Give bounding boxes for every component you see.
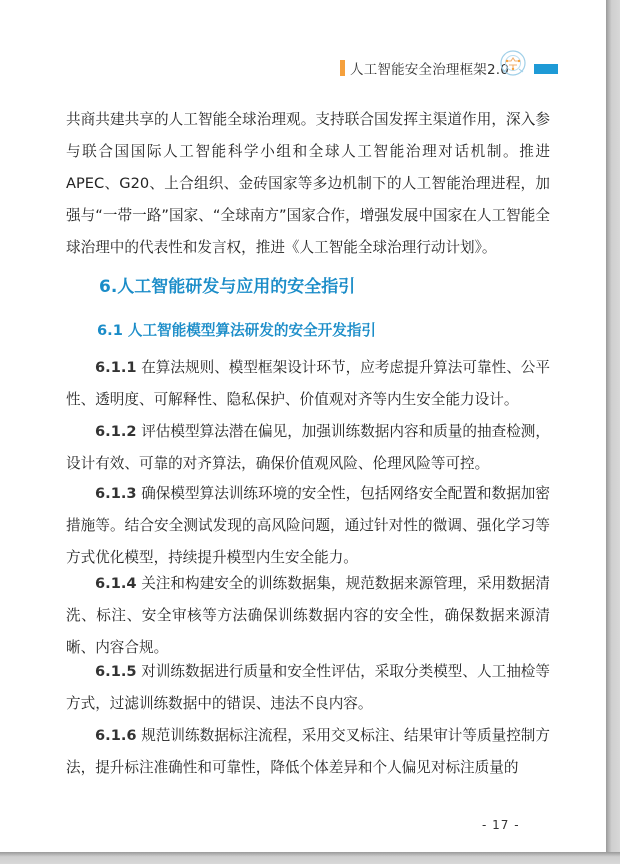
item-text: 对训练数据进行质量和安全性评估，采取分类模型、人工抽检等方式，过滤训练数据中的错误、违法不良内容。 (66, 663, 550, 712)
header-title: 人工智能安全治理框架2.0 (350, 62, 510, 78)
section-heading: 6.人工智能研发与应用的安全指引 (99, 277, 356, 297)
subsection-heading: 6.1 人工智能模型算法研发的安全开发指引 (97, 322, 377, 339)
item-number: 6.1.1 (95, 359, 137, 376)
item-text: 关注和构建安全的训练数据集，规范数据来源管理，采用数据清洗、标注、安全审核等方法确保训练数据内容的安全性，确保数据来源清晰、内容合规。 (66, 575, 550, 656)
ai-brain-icon (497, 48, 529, 80)
guideline-item-6-1-2 (66, 416, 550, 480)
item-number: 6.1.4 (95, 575, 137, 592)
intro-paragraph: 共商共建共享的人工智能全球治理观。支持联合国发挥主渠道作用，深入参与联合国国际人工智能科学小组和全球人工智能治理对话机制。推进APEC、G20、上合组织、金砖国家等多边机制下的人工智能治理进程，加强与“一带一路”国家、“全球南方”国家合作，增强发展中国家在人工智能全球治理中的代表性和发言权，推进《人工智能全球治理行动计划》。 (66, 111, 550, 256)
page-shadow-right (606, 0, 620, 864)
guideline-item-6-1-5 (66, 656, 550, 720)
item-number: 6.1.5 (95, 663, 137, 680)
guideline-item-6-1-6 (66, 720, 550, 784)
page-number: - 17 - (482, 818, 520, 832)
page-shadow-bottom (0, 852, 620, 864)
item-text: 规范训练数据标注流程，采用交叉标注、结果审计等质量控制方法，提升标注准确性和可靠性，降低个体差异和个人偏见对标注质量的 (66, 727, 550, 776)
guideline-item-6-1-4 (66, 568, 550, 664)
item-text: 评估模型算法潜在偏见，加强训练数据内容和质量的抽查检测，设计有效、可靠的对齐算法，确保价值观风险、伦理风险等可控。 (66, 423, 550, 472)
header-accent-rect (534, 64, 558, 74)
item-number: 6.1.3 (95, 485, 137, 502)
guideline-item-6-1-1 (66, 352, 550, 416)
header-accent-bar (340, 60, 345, 76)
item-number: 6.1.6 (95, 727, 137, 744)
item-text: 确保模型算法训练环境的安全性，包括网络安全配置和数据加密措施等。结合安全测试发现的高风险问题，通过针对性的微调、强化学习等方式优化模型，持续提升模型内生安全能力。 (66, 485, 550, 566)
item-text: 在算法规则、模型框架设计环节，应考虑提升算法可靠性、公平性、透明度、可解释性、隐私保护、价值观对齐等内生安全能力设计。 (66, 359, 550, 408)
guideline-item-6-1-3 (66, 478, 550, 574)
item-number: 6.1.2 (95, 423, 137, 440)
